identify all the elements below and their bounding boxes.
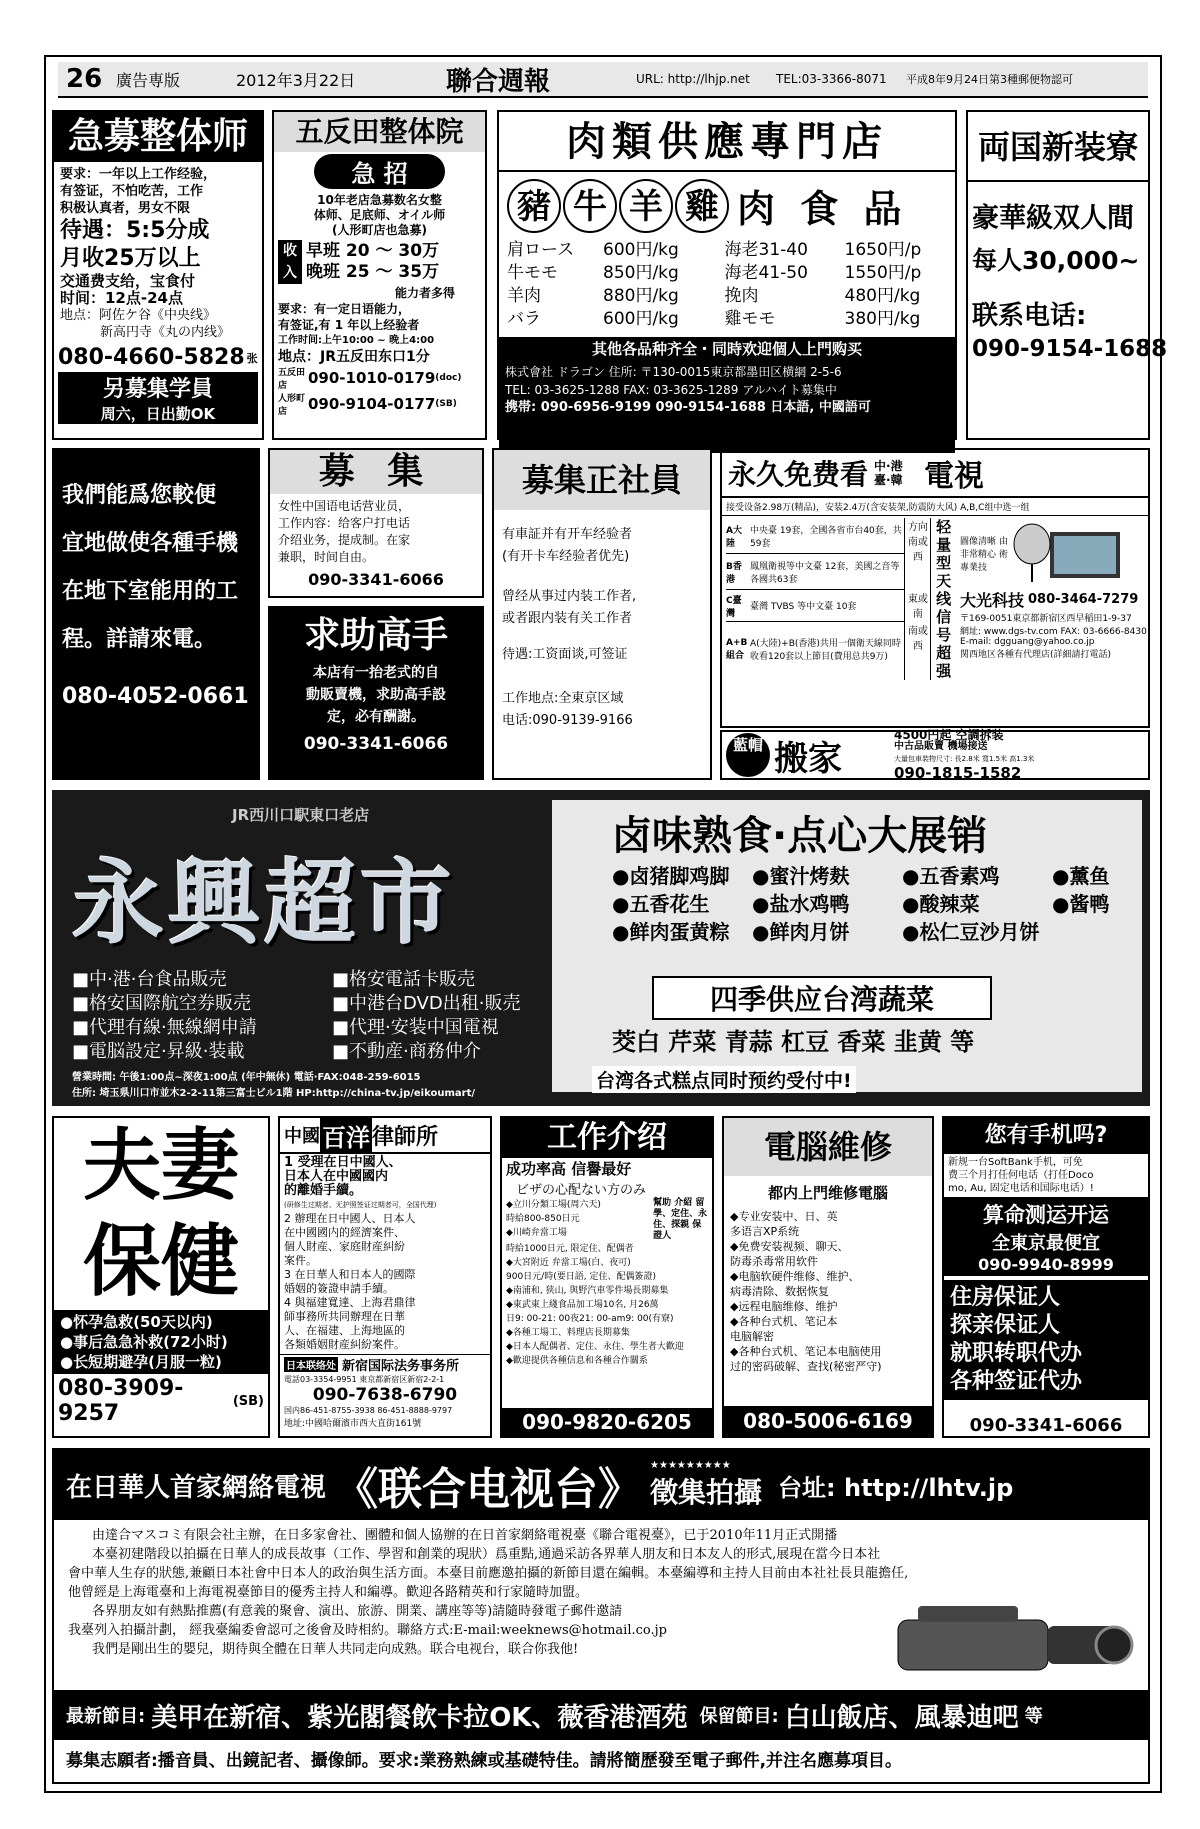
ad15-service: 就职转职代办	[950, 1341, 1083, 1366]
ad2-phone1-label: 五反田店	[278, 368, 306, 391]
ad16-latest-label: 最新節目:	[66, 1706, 146, 1727]
ad4-line2: 每人30,000~	[972, 246, 1140, 275]
ad9-group-desc: 鳳凰衛視等中文臺 12套，美國之音等各國共63套	[750, 561, 900, 585]
ad12-line: 3 在日華人和日本人的國際	[284, 1268, 416, 1281]
ad2-title: 五反田整体院	[274, 112, 485, 152]
ad16-head-name: 《联合电视台》	[334, 1464, 643, 1515]
ad12-title-c: 律師所	[372, 1124, 439, 1150]
ad16-site: 台址: http://lhtv.jp	[778, 1473, 1014, 1502]
page-header	[58, 62, 1148, 98]
ad9-company-phone: 080-3464-7279	[1028, 592, 1139, 607]
ad12-line: 在中國國内的經濟案件、	[284, 1226, 405, 1239]
ad10-service: ■格安国際航空券販売	[72, 993, 252, 1014]
ad2-badge: 急 招	[314, 154, 445, 189]
ad15-phone1: 090-9940-8999	[978, 1255, 1114, 1274]
ad6-line: 工作内容：给客户打电话	[278, 516, 411, 530]
ad8-line: (有开卡车经验者优先)	[502, 549, 630, 564]
ad11-item: ●事后急急补救(72小时)	[60, 1333, 228, 1351]
ad3-price-row	[507, 262, 725, 285]
ad13-line: ◆日本人配偶者、定住、永住、學生者大歡迎	[506, 1342, 684, 1352]
ad2-req: 有签证,有 1 年以上经验者	[278, 318, 420, 332]
ad15-title: 您有手机吗?	[944, 1118, 1148, 1154]
ad10-service: ■代理·安装中国電視	[332, 1017, 499, 1038]
ad14-line: ◆免费安装视频、聊天、	[730, 1240, 849, 1253]
ad10-preorder: 台湾各式糕点同时预约受付中!	[592, 1066, 856, 1093]
ad10-food: ●鲜肉月饼	[752, 920, 850, 944]
ad-pc-repair	[722, 1116, 934, 1438]
ad9-addr: 〒169-0051東京都新宿区西早稲田1-9-37	[960, 614, 1132, 624]
ad9-move-badge: 藍帽	[726, 733, 770, 777]
ad13-sub2: ビザの心配ない方のみ	[516, 1183, 647, 1198]
ad15-service: 住房保证人	[950, 1285, 1061, 1310]
ad9-group-desc: 臺灣 TVBS 等中文臺 10套	[750, 602, 857, 612]
ad10-service: ■中港台DVD出租·販売	[332, 993, 521, 1014]
ad-phone-sales-recruit	[268, 448, 484, 598]
ad1-pay: 待遇：5:5分成	[60, 218, 210, 243]
ad6-phone: 090-3341-6066	[308, 570, 444, 589]
ad15-fortune: 算命测运开运	[983, 1203, 1109, 1227]
ad3-char: 豬	[507, 179, 561, 233]
page-number: 26	[66, 64, 103, 94]
ad10-veg: 茭白 芹菜 青蒜 杠豆 香菜 韭黄 等	[612, 1028, 975, 1056]
ad13-phone: 090-9820-6205	[502, 1408, 712, 1436]
ad9-company: 大光科技	[960, 591, 1025, 610]
ad16-body: 我臺列入拍攝計劃， 經我臺編委會認可之後會及時相約。聯絡方式:E-mail:weeknews@hotmail.co.jp	[68, 1623, 667, 1638]
ad-eikou-supermarket	[52, 790, 1150, 1106]
ad13-line: ◆立川分類工場(周六天)	[506, 1200, 601, 1210]
ad7-line: 動販賣機，求助高手設	[306, 687, 446, 703]
ad3-item: 海老31-40	[724, 240, 808, 260]
ad9-web: 網址: www.dgs-tv.com FAX: 03-6666-8430	[960, 627, 1147, 637]
ad9-move-side2: 中古品販賣 機場接送	[894, 741, 988, 752]
ad12-title-a: 中國	[284, 1126, 320, 1147]
ad3-item: 雞モモ	[724, 309, 776, 329]
ad2-line: 体师、足底师、オイル师	[313, 208, 446, 222]
ad3-item: 牛モモ	[507, 263, 558, 283]
ad12-line: 2 辦理在日中國人、日本人	[284, 1212, 416, 1225]
ad14-title: 電腦維修	[724, 1118, 932, 1176]
ad15-phone2: 090-3341-6066	[969, 1415, 1123, 1436]
ad10-food: ●鲜肉蛋黄粽	[612, 920, 730, 944]
ad9-dir: 東或南	[907, 594, 928, 620]
ad10-address: 住所: 埼玉県川口市並木2-2-11第三富士ビル1階 HP:http://china-tv.jp/eikoumart/	[72, 1088, 476, 1099]
ad3-mobile: 携帯: 090-6956-9199 090-9154-1688 日本語, 中國語可	[505, 400, 871, 415]
ad7-title: 求助高手	[303, 615, 448, 656]
ad10-store-top: JR西川口駅東口老店	[232, 806, 370, 824]
ad10-food: ●五香花生	[612, 892, 710, 916]
ad13-sub1: 成功率高 信譽最好	[506, 1160, 632, 1178]
ad1-line: 有签证，不怕吃苦，工作	[60, 184, 204, 199]
ad-ryogoku-dorm	[966, 110, 1168, 440]
ad2-req: 工作时间:上午10:00 ~ 晚上4:00	[278, 335, 435, 346]
ad2-salary2: 晚班 25 ～ 35万	[306, 262, 440, 282]
ad9-title: 永久免费看	[728, 458, 869, 491]
ad13-line: ◆歡迎提供各種信息和各種合作關系	[506, 1356, 648, 1366]
header-tel: TEL:03-3366-8071	[776, 72, 887, 86]
ad1-extra2: 周六，日出勤OK	[58, 403, 258, 424]
ad16-body: 各界朋友如有熱點推薦(有意義的聚會、演出、旅游、開業、講座等等)請隨時發電子郵件邀請	[92, 1604, 623, 1619]
header-url: URL: http://lhjp.net	[636, 72, 750, 86]
ad1-line: 积极认真者，男女不限	[60, 201, 191, 216]
section-name: 廣告専版	[116, 70, 181, 90]
ad13-line: ◆大宮附近 弁當工場(白、夜可)	[506, 1258, 631, 1268]
ad6-line: 介绍业务，提成制。在家	[278, 533, 411, 547]
ad15-service: 探亲保证人	[950, 1313, 1061, 1338]
ad14-phone: 080-5006-6169	[724, 1406, 932, 1436]
ad10-food: ●五香素鸡	[902, 864, 1000, 888]
ad15-line: 费三个月打任何电话（打任Doco	[948, 1170, 1094, 1181]
ad13-line: ◆各種工場工、料理店長期募集	[506, 1328, 630, 1338]
ad10-service: ■不動産·商務仲介	[332, 1041, 481, 1062]
ad9-move-side3: 大量包車裝物尺寸: 長2.8米 寬1.5米 高1.3米	[894, 755, 1035, 763]
ad3-item: 挽肉	[724, 286, 759, 306]
ad3-price-row	[725, 239, 947, 262]
ad3-price: 600円/kg	[603, 309, 679, 329]
ad7-line: 本店有一抬老式的自	[313, 665, 439, 681]
ad3-char: 牛	[563, 179, 617, 233]
ad4-title: 両国新装寮	[968, 112, 1148, 182]
ad10-food: ●酸辣菜	[902, 892, 980, 916]
ad3-price-row	[725, 285, 947, 308]
ad14-line: ◆各种台式机、笔记本电脑使用	[730, 1345, 882, 1358]
ad12-cn-addr: 地址:中國哈爾濱市西大直街161號	[284, 1419, 422, 1429]
ad2-salary-label: 收入	[278, 240, 302, 284]
ad4-contact: 联系电话:	[972, 301, 1087, 331]
ad3-price-row	[507, 239, 725, 262]
ad-moving	[720, 730, 1150, 780]
ad16-body: 他曾經是上海電臺和上海電視臺節目的優秀主持人和編導。歡迎各路精英和行家隨時加盟。	[68, 1585, 589, 1600]
ad2-req: 地点：JR五反田东口1分	[278, 349, 430, 365]
ad2-req: 要求：有一定日语能力，	[278, 302, 411, 316]
ad10-service: ■格安電話卡販売	[332, 969, 476, 990]
ad9-group-desc: 中央臺 19套，全國各省市台40套，共59套	[750, 525, 902, 549]
ad10-food: ●盐水鸡鸭	[752, 892, 850, 916]
ad1-line: 交通费支给，宝食付	[60, 272, 196, 290]
ad-fulltime-recruit	[492, 448, 712, 780]
ad-vending-help	[268, 606, 484, 780]
ad-law-office	[278, 1116, 492, 1438]
ad10-food: ●蜜汁烤麸	[752, 864, 850, 888]
ad9-group-name: C臺灣	[726, 595, 742, 619]
ad3-item: バラ	[507, 309, 541, 329]
ad13-line: 時給800-850日元	[506, 1214, 580, 1224]
ad14-line: ◆电脑软硬件维修、维护、	[730, 1270, 860, 1283]
ad6-title: 募 集	[270, 450, 482, 494]
ad16-body: 由達合マスコミ有限会社主辦，在日多家會社、團體和個人協辦的在日首家網絡電視臺《聯合電視臺》，已于2010年11月正式開播	[92, 1528, 838, 1543]
ad10-hours: 營業時間: 午後1:00点~深夜1:00点 (年中無休) 電話·FAX:048-259-6015	[72, 1072, 421, 1083]
ad2-phone1-tag: (doc)	[435, 373, 462, 383]
ad13-title: 工作介绍	[502, 1118, 712, 1158]
ad9-setup: 接受设备2.98万(精品)，安装2.4万(含安装架,防震防大风) A,B,C组中选一组	[722, 498, 1148, 516]
ad12-line: 婚姻的簽證申請手續。	[284, 1282, 394, 1295]
ad1-line: 时间：12点-24点	[60, 289, 183, 307]
ad15-line: 新规一台SoftBank手机，可免	[948, 1157, 1083, 1168]
ad12-line: 個人財産、家庭財産糾紛	[284, 1240, 405, 1253]
ad9-title-small: 中·港 臺·韓	[874, 459, 903, 487]
ad1-phone: 080-4660-5828	[58, 345, 245, 370]
ad3-price: 1650円/p	[844, 240, 922, 260]
ad16-reserve: 白山飯店、風暴迪吧	[784, 1702, 1019, 1733]
ad13-line: ◆川崎弁當工場	[506, 1228, 567, 1238]
ad16-head-stars: ★★★★★★★★★	[650, 1459, 731, 1471]
ad10-food: ●松仁豆沙月饼	[902, 920, 1040, 944]
ad11-item: ●长短期避孕(月服一粒)	[60, 1353, 222, 1371]
ad1-extra: 另募集学員	[58, 372, 258, 403]
ad5-phone: 080-4052-0661	[62, 684, 249, 709]
ad4-phone: 090-9154-1688	[972, 336, 1168, 362]
ad10-veg-title: 四季供应台湾蔬菜	[652, 976, 992, 1020]
ad10-service: ■電脳設定·昇級·装載	[72, 1041, 245, 1062]
ad16-recruit: 募集志願者:播音員、出鏡記者、攝像師。要求:業務熟練或基礎特佳。請將簡歷發至電子郵件,并注名應募項目。	[66, 1751, 903, 1771]
ad8-line: 工作地点:全東京区域	[502, 691, 624, 706]
ad9-group	[726, 590, 904, 622]
ad-phone-basement	[52, 448, 260, 780]
ad11-title2: 保健	[82, 1217, 239, 1307]
ad9-group-name: A大陸	[726, 525, 742, 549]
ad-massage-recruit	[52, 110, 264, 440]
ad5-line: 在地下室能用的工	[62, 579, 239, 604]
ad10-banner: 卤味熟食·点心大展销	[612, 813, 988, 859]
ad9-note: 関西地区各種有代理店(詳細請打電話)	[960, 650, 1112, 660]
ad11-title1: 夫妻	[82, 1121, 239, 1211]
ad14-line: 过的密码破解、查找(秘密严守)	[730, 1360, 882, 1373]
ad10-store: 永興超市	[72, 850, 457, 957]
ad16-latest: 美甲在新宿、紫光閣餐飲卡拉OK、薇香港酒苑	[151, 1702, 688, 1733]
ad9-dir: 南或西	[907, 626, 928, 652]
ad10-food: ●薰鱼	[1052, 864, 1110, 888]
ad9-dir: 方向南或西	[907, 522, 928, 563]
ad12-line: 師事務所共同辦理在日華	[284, 1310, 405, 1323]
masthead: 聯合週報	[446, 66, 551, 97]
ad6-line: 女性中国语电话营业员，	[278, 499, 411, 513]
ad14-line: ◆专业安装中、日、英	[730, 1210, 838, 1223]
header-permit: 平成8年9月24日第3種郵便物認可	[906, 73, 1073, 86]
ad15-fortune-sub: 全東京最便宜	[992, 1233, 1100, 1254]
ad9-email: E-mail: dgguang@yahoo.co.jp	[960, 637, 1095, 647]
ad13-line: 日9: 00-21: 00夜21: 00-am9: 00(有寮)	[506, 1314, 674, 1324]
ad10-food: ●酱鸭	[1052, 892, 1110, 916]
ad3-title: 肉類供應專門店	[499, 112, 955, 172]
issue-date: 2012年3月22日	[236, 70, 356, 90]
ad1-income: 月收25万以上	[60, 246, 201, 271]
ad12-line: 各類婚姻財産糾紛案件。	[284, 1338, 405, 1351]
ad3-item: 海老41-50	[724, 263, 808, 283]
ad14-line: ◆各种台式机、笔记本	[730, 1315, 838, 1328]
ad2-phone2-tag: (SB)	[435, 399, 457, 409]
ad3-price: 1550円/p	[844, 263, 922, 283]
ad3-tel: TEL: 03-3625-1288 FAX: 03-3625-1289 アルハイト募集中	[505, 383, 837, 397]
ad11-item: ●怀孕急救(50天以内)	[60, 1313, 213, 1331]
ad3-banner: 其他各品种齐全・同時欢迎個人上門购买	[499, 337, 955, 361]
ad2-line: 10年老店急募数名女整	[317, 193, 442, 207]
ad12-phone: 090-7638-6790	[312, 1385, 458, 1405]
ad14-line: 病毒清除、数据恢复	[730, 1285, 829, 1298]
ad16-head-left: 在日華人首家網絡電視	[66, 1472, 327, 1503]
ad-mobile-fortune	[942, 1116, 1150, 1438]
ad12-jp-label: 日本联络处	[284, 1357, 338, 1372]
ad3-char: 羊	[619, 179, 673, 233]
ad-job-agency	[500, 1116, 714, 1438]
ad3-company: 株式會社 ドラゴン 住所: 〒130-0015東京都墨田区横網 2-5-6	[505, 365, 842, 379]
ad8-line: 或者跟内装有关工作者	[502, 611, 633, 626]
ad3-price-row	[507, 285, 725, 308]
ad10-service: ■代理有線·無線網申請	[72, 1017, 257, 1038]
ad11-phone: 080-3909-9257	[58, 1376, 184, 1426]
ad13-side: 幫助 介紹 留學、定住、永住、探親 保證人	[653, 1198, 708, 1241]
ad9-group-desc: A(大陸)+B(香港)共用一個衛天線同時收看120套以上節目(費用总共9万)	[750, 639, 901, 662]
ad-meat-shop	[497, 110, 957, 440]
ad2-note: 能力者多得	[394, 286, 455, 300]
ad8-line: 曾经从事过内装工作者,	[502, 589, 637, 604]
ad9-group-name: B香港	[726, 561, 742, 585]
ad8-line: 待遇:工资面谈,可签证	[502, 647, 628, 662]
ad16-head-right: 徵集拍攝	[650, 1475, 763, 1509]
ad12-cn-tel: 国内86-451-8755-3938 86-451-8888-9797	[284, 1406, 453, 1415]
ad13-line: 900日元/時(要日語, 定住、配偶簽證)	[506, 1272, 656, 1282]
ad9-group-name: A+B組合	[726, 637, 748, 661]
ad14-line: 电脑解密	[730, 1330, 774, 1343]
ad12-title-b: 百洋	[320, 1118, 372, 1153]
ad11-phone-tag: (SB)	[232, 1393, 264, 1409]
ad12-line: 案件。	[284, 1254, 317, 1267]
ad5-line: 我們能爲您較便	[62, 483, 217, 508]
ad16-body: 我們是剛出生的嬰兒，期待與全體在日華人共同走向成熟。联合电视台，联合你我他!	[92, 1642, 579, 1657]
ad8-line: 有車証并有开车经验者	[502, 527, 633, 542]
ad13-line: ◆南浦和, 狭山, 與野汽車零件場長期募集	[506, 1286, 669, 1296]
ad12-jp-office: 新宿国际法务事务所	[342, 1359, 460, 1374]
ad12-line: 4 與福建寬達、上海君鼎律	[284, 1296, 416, 1309]
ad2-salary1: 早班 20 ～ 30万	[306, 241, 440, 261]
ad-gotanda-massage	[272, 110, 487, 440]
ad1-line: 新高円寺《丸の内线》	[100, 325, 231, 340]
ad9-features: 圖像清晰 由非常精心 術專業技	[960, 536, 1008, 573]
ad10-food: ●卤猪脚鸡脚	[612, 864, 730, 888]
ad9-move-phone: 090-1815-1582	[894, 764, 1022, 782]
ad13-line: 時給1000日元, 限定住、配偶者	[506, 1244, 634, 1254]
ad13-line: ◆東武東上綫食品加工場10名, 月26萬	[506, 1300, 659, 1310]
ad9-group	[726, 622, 904, 676]
ad2-line: (人形町店也急募)	[332, 223, 427, 237]
ad12-line: (研修生过期者、无护照签证过期者可，全国代理)	[284, 1201, 437, 1209]
ad3-sub: 肉 食 品	[737, 186, 908, 231]
ad3-item: 羊肉	[507, 286, 541, 306]
ad2-phone1: 090-1010-0179	[308, 369, 436, 387]
ad7-phone: 090-3341-6066	[303, 734, 449, 754]
ad9-side: 轻量型天线信号超强	[930, 518, 956, 680]
ad3-price: 480円/kg	[844, 286, 921, 306]
ad5-line: 宜地做使各種手機	[62, 531, 239, 556]
ad16-reserve-label: 保留節目:	[699, 1706, 779, 1727]
ad4-line1: 豪華級双人間	[972, 203, 1134, 234]
ad14-sub: 都内上門维修電腦	[767, 1184, 888, 1202]
ad3-item: 肩ロース	[507, 240, 575, 260]
ad1-title: 急募整体师	[54, 112, 262, 162]
ad3-price-row	[725, 308, 947, 331]
ad1-line: 要求：一年以上工作经验，	[60, 167, 217, 182]
ad3-price: 880円/kg	[603, 286, 679, 306]
ad8-title: 募集正社員	[494, 450, 710, 510]
ad15-line: mo, Au, 固定电话和国际电话）!	[948, 1183, 1094, 1194]
ad10-service: ■中·港·台食品販売	[72, 969, 227, 990]
ad3-price-row	[725, 262, 947, 285]
ad12-line: 的離婚手續。	[284, 1183, 363, 1198]
ad8-line: 电话:090-9139-9166	[502, 713, 633, 728]
ad9-move: 搬家	[774, 738, 842, 779]
ad2-phone2: 090-9104-0177	[308, 395, 436, 413]
ad-lianhe-tv	[52, 1448, 1150, 1784]
ad9-title2: 電視	[924, 459, 985, 494]
ad9-group	[726, 518, 904, 554]
ad3-price: 380円/kg	[844, 309, 921, 329]
tv-dish-icon	[1010, 520, 1130, 586]
ad16-body: 會中華人生存的狀態,兼顧日本社會中日本人的政治與生活方面。本臺目前應邀拍攝的新節目還在編輯。本臺編導和主持人目前由本社社長貝龍擔任,	[68, 1566, 909, 1581]
video-camera-icon	[878, 1600, 1138, 1690]
ad12-jp-tel: 電話03-3354-9951 東京都新宿区新宿2-2-1	[284, 1375, 445, 1384]
ad16-body: 本臺初建階段以拍攝在日華人的成長故事（工作、學習和創業的現狀）爲重點,通過采訪各界華人朋友和日本友人的形式,展現在當今日本社	[92, 1547, 881, 1562]
ad3-price: 850円/kg	[603, 263, 679, 283]
ad1-line: 地点：阿佐ケ谷《中央线》	[60, 308, 217, 323]
ad12-line: 人、在福建、上海地區的	[284, 1324, 405, 1337]
ad12-line: 日本人在中國國内	[284, 1169, 389, 1184]
ad9-move-side1: 4500円起 空調拆装	[894, 728, 1004, 742]
ad9-group	[726, 554, 904, 590]
ad3-price-row	[507, 308, 725, 331]
ad-free-tv	[720, 448, 1150, 728]
ad6-line: 兼职，时间自由。	[278, 550, 375, 564]
ad5-line: 程。詳請來電。	[62, 627, 217, 652]
ad12-line: 1 受理在日中國人、	[284, 1155, 402, 1170]
ad3-char: 雞	[675, 179, 729, 233]
ad14-line: 防毒杀毒常用软件	[730, 1255, 818, 1268]
ad-couple-health	[52, 1116, 270, 1438]
ad14-line: 多语言XP系统	[730, 1225, 800, 1238]
ad15-service: 各种签证代办	[950, 1369, 1083, 1394]
ad14-line: ◆远程电脑维修、维护	[730, 1300, 838, 1313]
ad3-price: 600円/kg	[603, 240, 679, 260]
ad1-phone-suffix: 张	[246, 351, 258, 365]
ad16-reserve-suffix: 等	[1024, 1706, 1043, 1727]
ad7-line: 定，必有酬謝。	[327, 709, 425, 725]
ad2-phone2-label: 人形町店	[278, 394, 306, 417]
